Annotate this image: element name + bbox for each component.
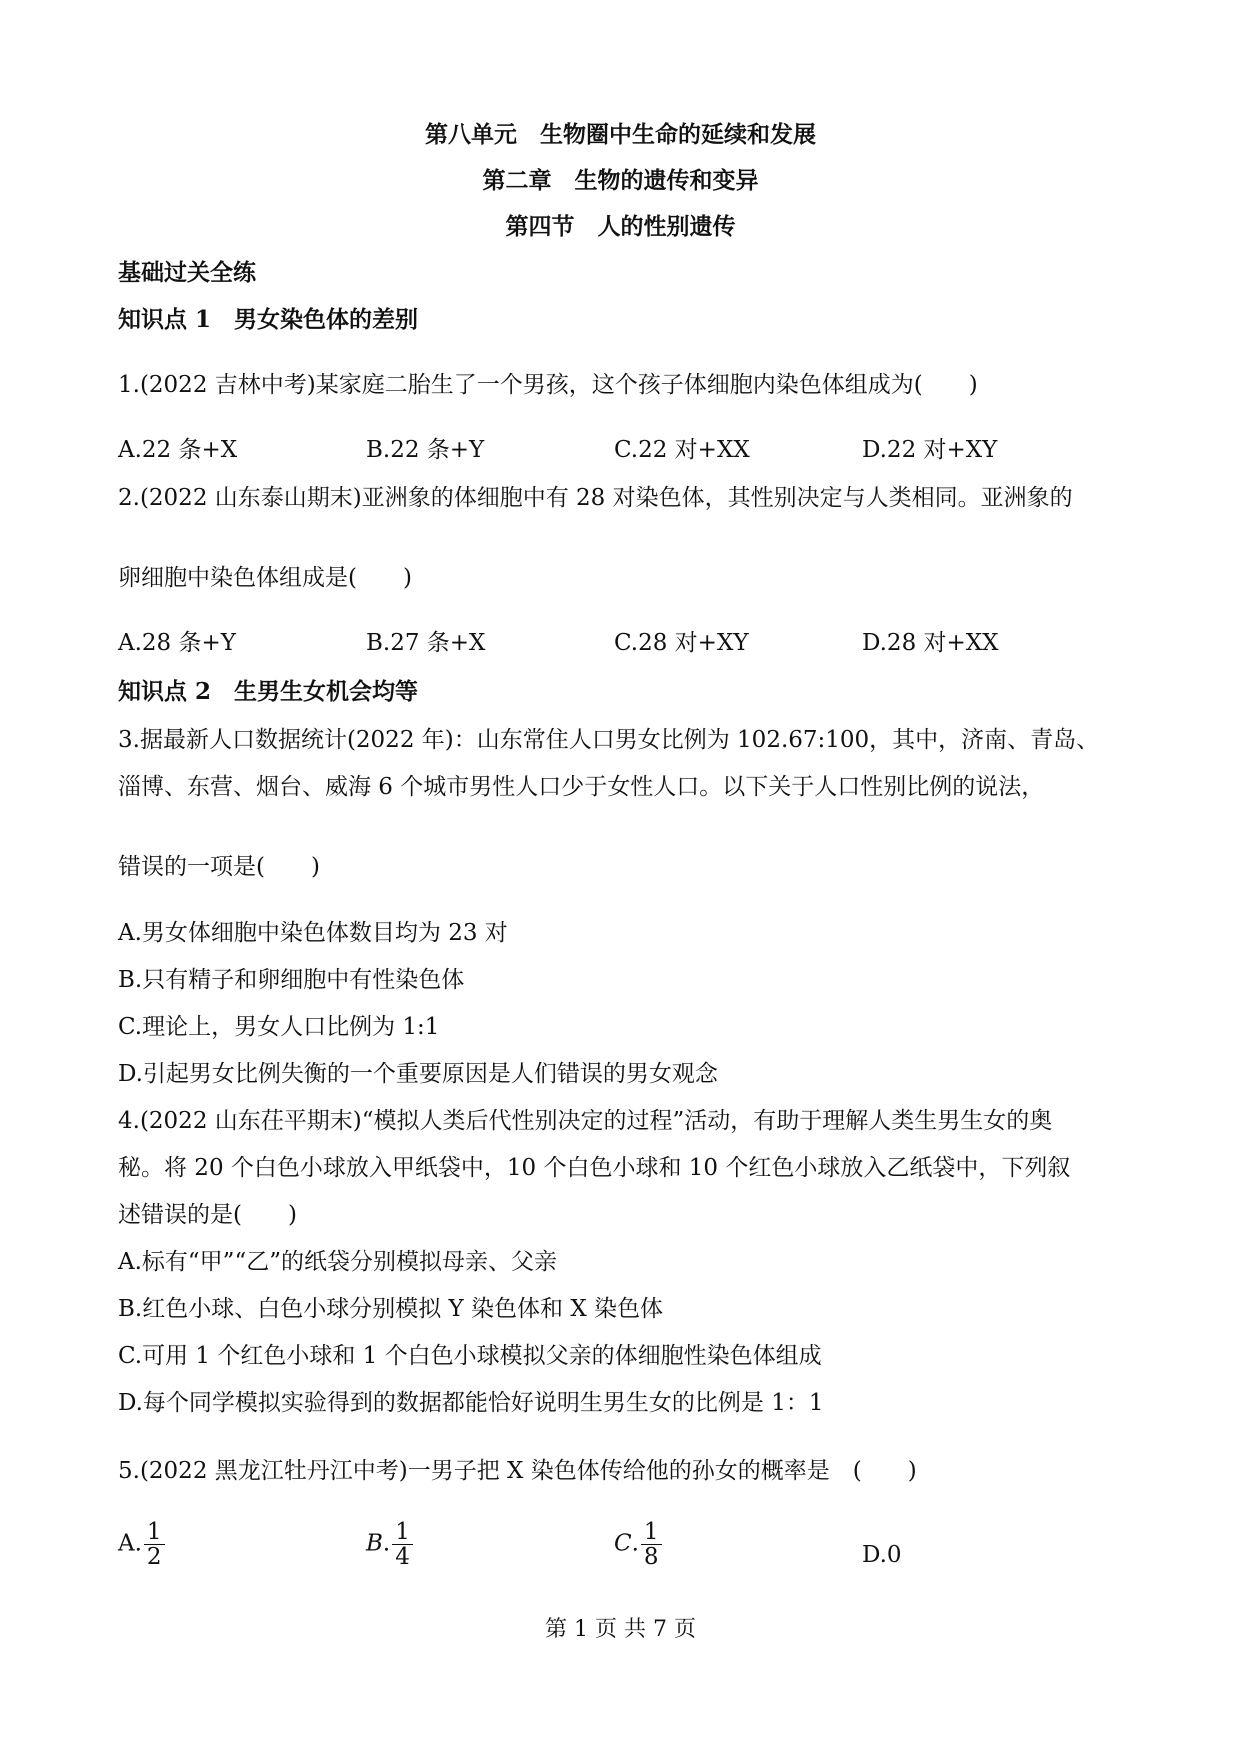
q5-option-b-prefix: B <box>366 1530 383 1557</box>
q3-option-c: C.理论上，男女人口比例为 1:1 <box>118 1014 440 1040</box>
q5-option-a <box>118 1520 165 1569</box>
q4-option-c: C.可用 1 个红色小球和 1 个白色小球模拟父亲的体细胞性染色体组成 <box>118 1343 822 1369</box>
question-3-stem-line1: 3.据最新人口数据统计(2022 年)：山东常住人口男女比例为 102.67:100，其中，济南、青岛、 <box>118 727 1100 753</box>
q5-option-b-numerator: 1 <box>392 1520 413 1545</box>
q4-option-d: D.每个同学模拟实验得到的数据都能恰好说明生男生女的比例是 1：1 <box>118 1390 824 1416</box>
question-3-stem-line2: 淄博、东营、烟台、威海 6 个城市男性人口少于女性人口。以下关于人口性别比例的说法， <box>118 774 1045 800</box>
q2-option-c: C.28 对+XY <box>614 630 749 656</box>
knowledge-point-2: 知识点 2 生男生女机会均等 <box>118 678 419 705</box>
q1-option-c: C.22 对+XX <box>614 437 750 463</box>
q5-option-a-prefix: A. <box>118 1530 142 1557</box>
question-4-stem-line3: 述错误的是( ) <box>118 1202 297 1228</box>
knowledge-point-1: 知识点 1 男女染色体的差别 <box>118 306 419 333</box>
q5-option-c-prefix: C <box>614 1530 632 1557</box>
question-4-stem-line1: 4.(2022 山东茌平期末)“模拟人类后代性别决定的过程”活动，有助于理解人类生男生女的奥 <box>118 1108 1053 1134</box>
q2-option-a: A.28 条+Y <box>118 630 236 656</box>
question-4-stem-line2: 秘。将 20 个白色小球放入甲纸袋中，10 个白色小球和 10 个红色小球放入乙纸袋中，下列叙 <box>118 1155 1071 1181</box>
q1-option-a: A.22 条+X <box>118 437 238 463</box>
q5-option-b <box>366 1520 413 1569</box>
q5-option-a-fraction <box>144 1520 165 1569</box>
q5-option-a-numerator: 1 <box>144 1520 165 1545</box>
q5-option-c-numerator: 1 <box>641 1520 662 1545</box>
q3-option-a: A.男女体细胞中染色体数目均为 23 对 <box>118 920 508 946</box>
question-1-stem: 1.(2022 吉林中考)某家庭二胎生了一个男孩，这个孩子体细胞内染色体组成为( ) <box>118 372 978 398</box>
q5-option-b-dot: . <box>382 1530 391 1557</box>
q3-option-b: B.只有精子和卵细胞中有性染色体 <box>118 967 465 993</box>
section-title: 第四节 人的性别遗传 <box>505 213 736 240</box>
q5-option-b-denominator: 4 <box>395 1544 410 1570</box>
q3-option-d: D.引起男女比例失衡的一个重要原因是人们错误的男女观念 <box>118 1061 718 1087</box>
q5-option-c-denominator: 8 <box>643 1544 659 1570</box>
q5-option-c-fraction <box>641 1520 662 1569</box>
q5-option-d: D.0 <box>862 1542 902 1568</box>
q1-option-b: B.22 条+Y <box>366 437 485 463</box>
q5-option-a-denominator: 2 <box>146 1544 162 1570</box>
q2-option-b: B.27 条+X <box>366 630 486 656</box>
chapter-title: 第二章 生物的遗传和变异 <box>482 167 759 194</box>
question-3-stem-line3: 错误的一项是( ) <box>118 854 320 880</box>
q1-option-d: D.22 对+XY <box>862 437 998 463</box>
q2-option-d: D.28 对+XX <box>862 630 999 656</box>
unit-title: 第八单元 生物圈中生命的延续和发展 <box>425 121 816 148</box>
page-footer: 第 1 页 共 7 页 <box>545 1617 696 1642</box>
q5-option-c <box>614 1520 662 1569</box>
question-2-stem-line2: 卵细胞中染色体组成是( ) <box>118 565 412 591</box>
q5-option-b-fraction <box>392 1520 413 1569</box>
question-5-stem: 5.(2022 黑龙江牡丹江中考)一男子把 X 染色体传给他的孙女的概率是 ( ) <box>118 1458 917 1484</box>
q4-option-b: B.红色小球、白色小球分别模拟 Y 染色体和 X 染色体 <box>118 1296 664 1322</box>
question-2-stem-line1: 2.(2022 山东泰山期末)亚洲象的体细胞中有 28 对染色体，其性别决定与人类相同。亚洲象的 <box>118 485 1073 511</box>
practice-heading: 基础过关全练 <box>118 259 256 286</box>
q4-option-a: A.标有“甲”“乙”的纸袋分别模拟母亲、父亲 <box>118 1249 557 1275</box>
q5-option-c-dot: . <box>631 1530 639 1557</box>
